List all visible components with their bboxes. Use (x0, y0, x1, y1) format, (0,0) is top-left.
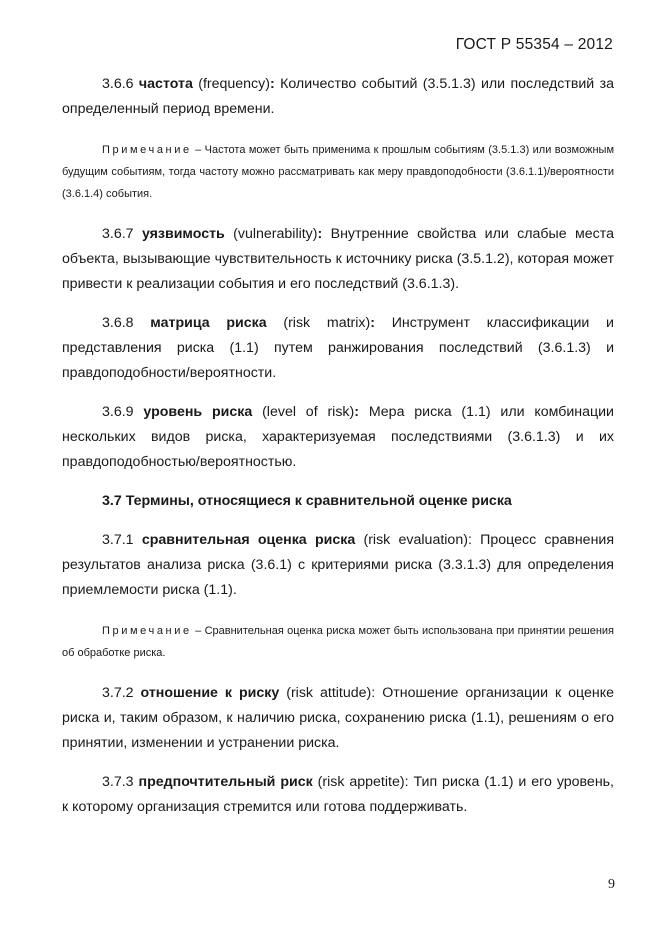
entry-english-term: (level of risk) (262, 404, 355, 420)
entry-3-6-9 (62, 400, 614, 475)
entry-term: уязвимость (141, 226, 225, 242)
entry-number: 3.7.3 (102, 774, 134, 790)
entry-term: отношение к риску (140, 685, 280, 701)
entry-3-7-2 (62, 681, 614, 756)
entry-colon: : (467, 532, 472, 548)
entry-number: 3.7.2 (102, 685, 134, 701)
entry-3-6-7 (62, 222, 614, 297)
entry-definition: Мера риска (1.1) или комбинации нескольких видов риска, характеризуемая последствиями (3.6.1.3) и их правдоподобностью/вероятностью. (62, 404, 614, 470)
entry-number: 3.6.6 (102, 76, 134, 92)
entry-number: 3.6.8 (102, 315, 134, 331)
note-text: Частота может быть применима к прошлым событиям (3.5.1.3) или возможным будущим событиям, тогда частоту можно рассматривать как меру правдоподобности (3.6.1.1)/вероятности (3.6.1.4) события. (62, 144, 615, 200)
entry-term: матрица риска (150, 315, 267, 331)
entry-colon: : (354, 404, 359, 420)
entry-term: частота (138, 76, 193, 92)
note-text: Сравнительная оценка риска может быть использована при принятии решения об обработке риска. (62, 625, 614, 659)
entry-english-term: (risk appetite) (317, 774, 405, 790)
section-title: Термины, относящиеся к сравнительной оценке риска (125, 493, 512, 509)
entry-definition: Внутренние свойства или слабые места объекта, вызывающие чувствительность к источнику риска (3.5.1.2), которая может привести к реализации события и его последствий (3.6.1.3). (62, 226, 614, 292)
entry-definition: Процесс сравнения результатов анализа риска (3.6.1) с критериями риска (3.3.1.3) для определения приемлемости риска (1.1). (62, 532, 615, 598)
entry-english-term: (risk attitude) (286, 685, 372, 701)
entry-colon: : (269, 76, 275, 92)
page-content (62, 72, 614, 820)
entry-english-term: (vulnerability) (233, 226, 318, 242)
note-dash: – (195, 144, 202, 156)
entry-colon: : (371, 685, 376, 701)
entry-colon: : (404, 774, 409, 790)
note-frequency (62, 139, 614, 205)
entry-english-term: (risk matrix) (283, 315, 371, 331)
entry-3-7-1 (62, 528, 614, 603)
entry-term: предпочтительный риск (138, 774, 313, 790)
entry-colon: : (317, 226, 323, 242)
entry-3-6-6 (62, 72, 614, 122)
note-dash: – (195, 625, 202, 637)
entry-english-term: (frequency) (198, 76, 270, 92)
entry-definition: Тип риска (1.1) и его уровень, к которому организация стремится или готова поддерживать. (62, 774, 614, 815)
section-heading (62, 489, 614, 514)
entry-number: 3.6.7 (102, 226, 134, 242)
document-header: ГОСТ Р 55354 – 2012 (455, 36, 613, 53)
entry-3-7-3 (62, 770, 614, 820)
entry-3-6-8 (62, 311, 614, 386)
note-risk-evaluation (62, 620, 614, 664)
entry-colon: : (370, 315, 375, 331)
entry-definition: Отношение организации к оценке риска и, таким образом, к наличию риска, сохранению риска (1.1), решениям о его принятии, изменении и устранении риска. (62, 685, 615, 751)
page-number: 9 (608, 877, 615, 892)
entry-number: 3.6.9 (102, 404, 134, 420)
entry-term: уровень риска (143, 404, 253, 420)
entry-english-term: (risk evaluation) (363, 532, 468, 548)
note-label: Примечание (102, 144, 192, 156)
entry-number: 3.7.1 (102, 532, 134, 548)
section-number: 3.7 (102, 493, 122, 509)
entry-term: сравнительная оценка риска (141, 532, 356, 548)
note-label: Примечание (102, 625, 192, 637)
entry-definition: Инструмент классификации и представления риска (1.1) путем ранжирования последствий (3.6.1.3) и правдоподобности/вероятности. (62, 315, 614, 381)
entry-definition: Количество событий (3.5.1.3) или последствий за определенный период времени. (62, 76, 614, 117)
